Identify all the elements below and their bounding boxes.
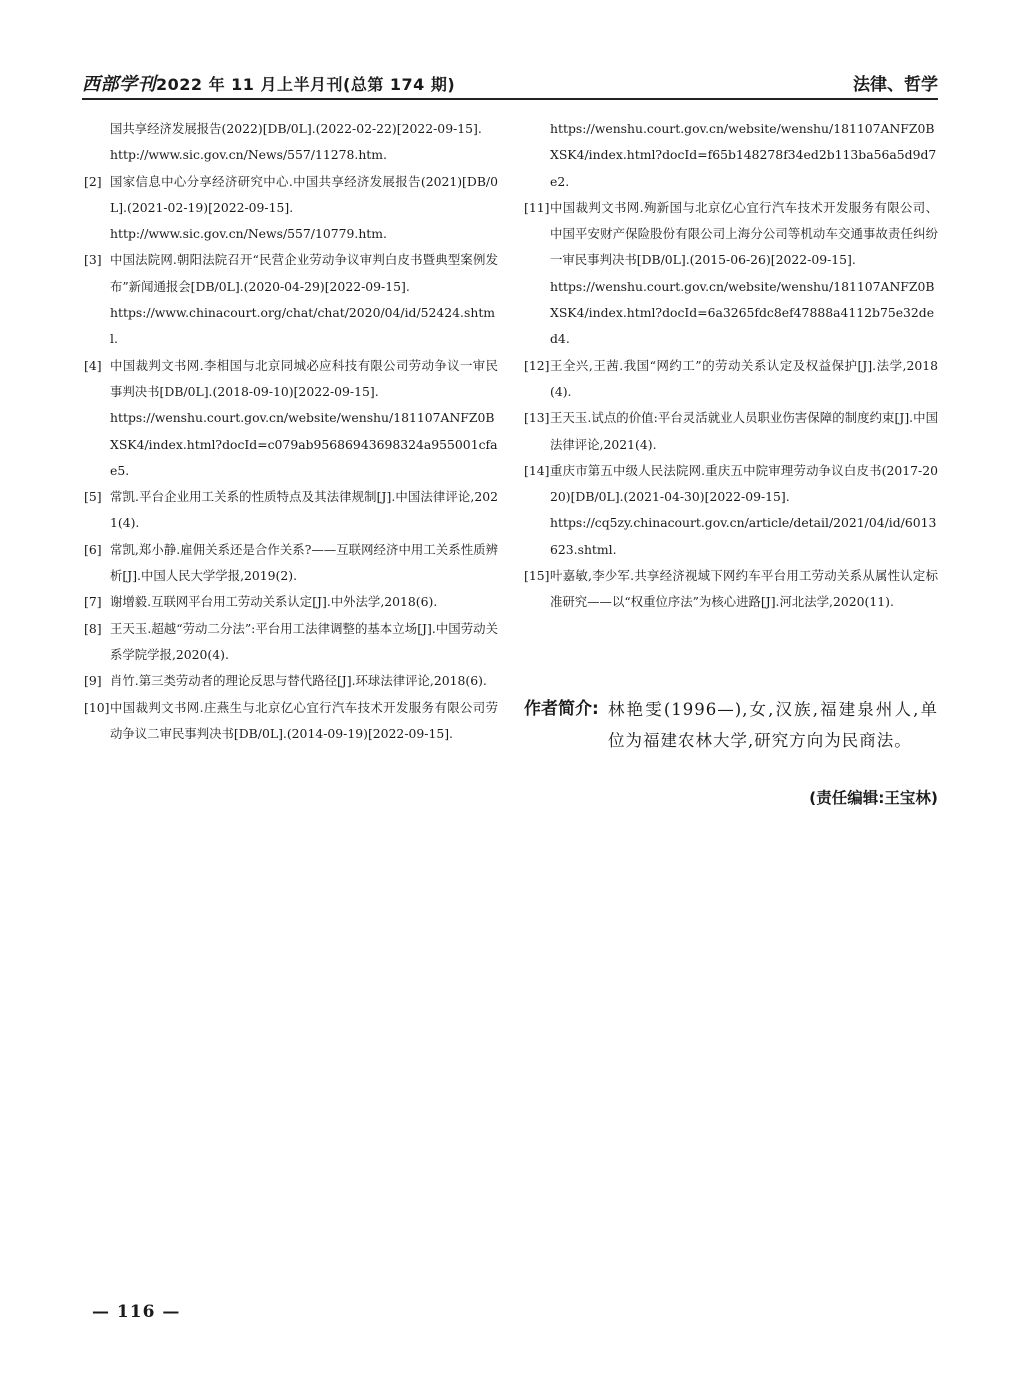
reference-number: [6]	[84, 541, 102, 557]
reference-number: [5]	[84, 489, 102, 505]
reference-url: http://www.sic.gov.cn/News/557/10779.htm.	[110, 226, 387, 242]
references-left-column	[84, 116, 498, 747]
reference-item	[84, 247, 498, 352]
reference-item	[524, 563, 938, 616]
author-bio-label: 作者简介:	[524, 699, 599, 719]
responsible-editor: (责任编辑:王宝林)	[809, 789, 938, 807]
author-bio	[524, 694, 938, 756]
reference-item	[84, 169, 498, 248]
reference-item	[84, 668, 498, 694]
reference-item	[524, 195, 938, 353]
references-right-column	[524, 116, 938, 616]
reference-item	[524, 353, 938, 406]
reference-text: 叶嘉敏,李少军.共享经济视域下网约车平台用工劳动关系从属性认定标准研究——以“权重位序法”为核心进路[J].河北法学,2020(11).	[550, 568, 938, 610]
reference-number: [7]	[84, 594, 102, 610]
reference-text: 国家信息中心分享经济研究中心.中国共享经济发展报告(2021)[DB/0L].(2021-02-19)[2022-09-15].	[110, 173, 498, 215]
reference-item	[524, 116, 938, 195]
reference-text: 中国法院网.朝阳法院召开“民营企业劳动争议审判白皮书暨典型案例发布”新闻通报会[DB/0L].(2020-04-29)[2022-09-15].	[110, 252, 498, 294]
reference-url: http://www.sic.gov.cn/News/557/11278.htm.	[110, 147, 387, 163]
reference-url: https://wenshu.court.gov.cn/website/wenshu/181107ANFZ0BXSK4/index.html?docId=f65b148278f34ed2b113ba56a5d9d7e2.	[550, 121, 937, 189]
reference-item	[84, 484, 498, 537]
reference-text: 王天玉.超越“劳动二分法”:平台用工法律调整的基本立场[J].中国劳动关系学院学报,2020(4).	[110, 620, 498, 662]
reference-url: https://wenshu.court.gov.cn/website/wenshu/181107ANFZ0BXSK4/index.html?docId=c079ab95686943698324a955001cfae5.	[110, 410, 498, 478]
reference-number: [10]	[84, 699, 110, 715]
reference-number: [11]	[524, 199, 550, 215]
reference-text: 王全兴,王茜.我国“网约工”的劳动关系认定及权益保护[J].法学,2018(4).	[550, 357, 938, 399]
reference-item	[84, 353, 498, 484]
reference-url: https://wenshu.court.gov.cn/website/wenshu/181107ANFZ0BXSK4/index.html?docId=6a3265fdc8ef47888a4112b75e32ded4.	[550, 278, 935, 347]
reference-text: 王天玉.试点的价值:平台灵活就业人员职业伤害保障的制度约束[J].中国法律评论,2021(4).	[550, 410, 938, 452]
reference-number: [4]	[84, 357, 102, 373]
reference-text: 肖竹.第三类劳动者的理论反思与替代路径[J].环球法律评论,2018(6).	[110, 673, 487, 689]
reference-number: [12]	[524, 357, 550, 373]
reference-text: 中国裁判文书网.庄燕生与北京亿心宜行汽车技术开发服务有限公司劳动争议二审民事判决书[DB/0L].(2014-09-19)[2022-09-15].	[110, 699, 498, 741]
reference-text: 国共享经济发展报告(2022)[DB/0L].(2022-02-22)[2022-09-15].	[110, 121, 482, 136]
reference-url: https://cq5zy.chinacourt.gov.cn/article/detail/2021/04/id/6013623.shtml.	[550, 515, 937, 557]
section-name: 法律、哲学	[853, 75, 938, 95]
reference-item	[524, 458, 938, 563]
reference-number: [15]	[524, 568, 550, 584]
reference-number: [8]	[84, 620, 102, 636]
reference-text: 常凯,郑小静.雇佣关系还是合作关系?——互联网经济中用工关系性质辨析[J].中国人民大学学报,2019(2).	[110, 541, 498, 584]
reference-text: 中国裁判文书网.李相国与北京同城必应科技有限公司劳动争议一审民事判决书[DB/0L].(2018-09-10)[2022-09-15].	[110, 357, 498, 399]
reference-text: 中国裁判文书网.殉新国与北京亿心宜行汽车技术开发服务有限公司、中国平安财产保险股份有限公司上海分公司等机动车交通事故责任纠纷一审民事判决书[DB/0L].(2015-06-26)[2022-09-15].	[550, 199, 938, 268]
reference-url: https://www.chinacourt.org/chat/chat/2020/04/id/52424.shtml.	[110, 305, 496, 347]
reference-item	[84, 589, 498, 615]
reference-number: [9]	[84, 673, 102, 689]
reference-item	[524, 405, 938, 458]
reference-item	[84, 537, 498, 590]
reference-number: [13]	[524, 410, 550, 426]
reference-item	[84, 695, 498, 748]
author-bio-text: 林艳雯(1996—),女,汉族,福建泉州人,单位为福建农林大学,研究方向为民商法。	[608, 700, 938, 750]
reference-number: [2]	[84, 173, 102, 189]
journal-issue-line	[82, 70, 455, 96]
reference-item	[84, 616, 498, 669]
reference-text: 常凯.平台企业用工关系的性质特点及其法律规制[J].中国法律评论,2021(4).	[110, 489, 498, 531]
reference-item	[84, 116, 498, 169]
page-number: — 116 —	[92, 1302, 181, 1322]
running-header	[82, 68, 938, 100]
reference-number: [3]	[84, 252, 102, 268]
reference-text: 谢增毅.互联网平台用工劳动关系认定[J].中外法学,2018(6).	[110, 594, 438, 610]
issue-info: 2022 年 11 月上半月刊(总第 174 期)	[156, 75, 456, 94]
reference-number: [14]	[524, 462, 550, 478]
journal-logo: 西部学刊	[82, 74, 156, 95]
reference-text: 重庆市第五中级人民法院网.重庆五中院审理劳动争议白皮书(2017-2020)[DB/0L].(2021-04-30)[2022-09-15].	[550, 462, 938, 505]
